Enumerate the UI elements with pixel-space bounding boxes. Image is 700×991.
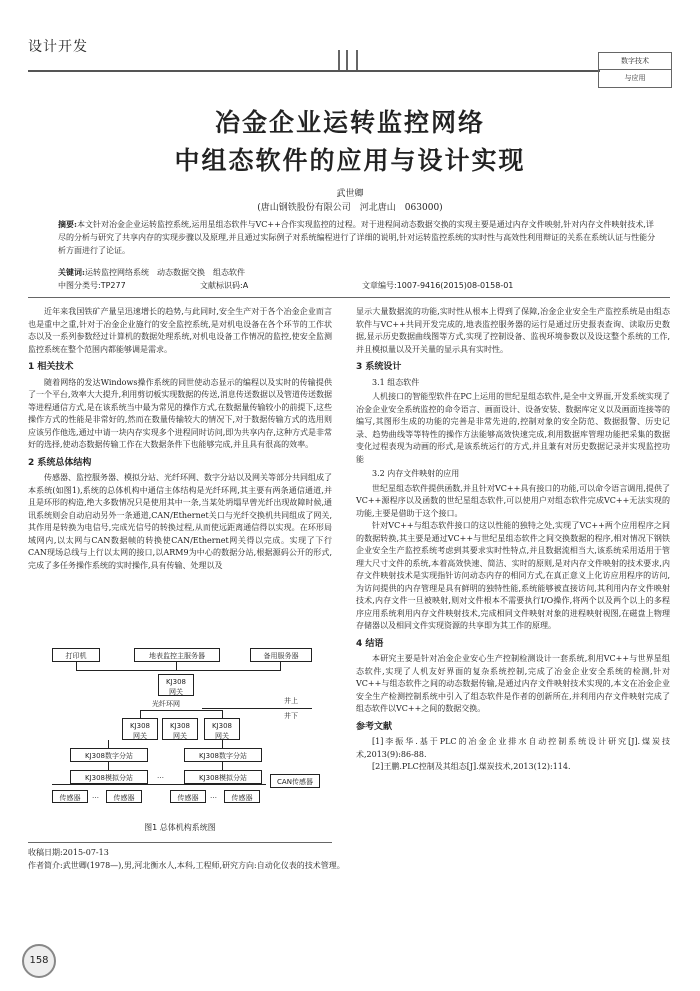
gateway-mid-box: [162, 718, 198, 740]
received-date: 收稿日期:2015-07-13: [28, 848, 109, 857]
gateway-left-line1: KJ308: [129, 722, 150, 730]
keywords: [58, 266, 656, 279]
analog-station-b-box: KJ308模拟分站: [184, 770, 262, 784]
section-3-2-para-1: 世纪星组态软件提供函数,并且针对VC++具有接口的功能,可以命令语言调用,提供了VC++源程序以及函数的世纪星组态软件,可以使用户对组态软件完成VC++无法实现的功能,主要是借助于这个接口。: [356, 483, 670, 518]
reference-2: [2]王鹏.PLC控制及其组态[J].煤炭技术,2013(12):114.: [372, 762, 571, 771]
gateway-left-line2: 网关: [133, 732, 147, 740]
clc-number: 中图分类号:TP277: [58, 281, 126, 290]
page-number: 158: [22, 944, 56, 978]
author-bio: 作者简介:武世卿(1978—),男,河北衡水人,本科,工程师,研究方向:自动化仪表的技术管理。: [28, 861, 345, 870]
printer-box: 打印机: [52, 648, 100, 662]
title-line-2: 中组态软件的应用与设计实现: [174, 146, 526, 175]
gateway-right-line2: 网关: [215, 732, 229, 740]
section-3-2-heading: 3.2 内存文件映射的应用: [372, 469, 460, 478]
author-name: 武世卿: [336, 189, 364, 199]
gateway-right-box: [204, 718, 240, 740]
section-4-text: 本研究主要是针对冶金企业安心生产控制检测设计一套系统,利用VC++与世界星组态软件,实现了人机友好界面的复杂系统控制,完成了冶金企业安全系统的检测,针对VC++与组态软件之间的动态数据传输,是通过内存文件映射技术实现的,本文在冶金企业安全生产检测控制系统中引入了组态软件是作者的创新所在,并利用内存文件映射完成了组态软件以VC++之间的数据交换。: [356, 654, 670, 713]
backup-server-box: 备用服务器: [250, 648, 312, 662]
footer-rule: [28, 842, 332, 843]
journal-badge: [598, 52, 672, 88]
article-number: 文章编号:1007-9416(2015)08-0158-01: [362, 281, 514, 290]
analog-station-a-box: KJ308模拟分站: [70, 770, 148, 784]
figure-ellipsis-2: …: [92, 792, 99, 800]
intro-paragraph: 近年来我国铁矿产量呈迅速增长的趋势,与此同时,安全生产对于各个冶金企业而言也是重中之重,针对于冶金企业施行的安全监控系统,是对机电设备在各个环节的工作状态以及一系列参数经过计算机的数据处理系统,对机电设备工作情况的监控,使安全监测监控系统在整个范围内都能够调是需求。: [28, 307, 332, 354]
right-column: [356, 306, 670, 774]
abstract: [58, 218, 656, 257]
sensor-box-1: 传感器: [52, 790, 88, 803]
header-rule: [28, 70, 600, 72]
surface-server-box: 地表监控主服务器: [134, 648, 220, 662]
section-3-2-para-2: 针对VC++与组态软件接口的这以性能的独特之处,实现了VC++两个应用程序之间的数据转换,其主要是通过VC++与世纪星组态软件之间交换数据的程序,相对情况下钢铁企业安全生产监控系统考虑到其要求实时性特点,并且数据流相当大,该系统采用适用于管理大尺寸文件的系统,本着高效快速、简洁、实时的原则,是对内存文件映射的技术要求,内存文件映射技术是实现指针访问动态内存的相同方式,在真正意义上化访应用程序的访问,为访问提供的内存管理是具有鲜明的独特性能,系统能够被直接访问,其利用内存文件映射技术,内存文件一旦被映射,则对文件根本不需要执行I/O操作,将两个以及两个以上的多程序应用系统利用内存文件映射技术,完成相同文件映射对象的进程映射视图,在磁盘上物理存储器以及相同文件实现资源的共享即为其工作的原理。: [356, 521, 670, 630]
digital-station-b-box: KJ308数字分站: [184, 748, 262, 762]
gateway-left-box: [122, 718, 158, 740]
section-3-1-text: 人机接口的智能型软件在PC上运用的世纪星组态软件,是全中文界面,开发系统实现了冶金企业安全系统监控的命令语言、画面设计、设备安装、数据库定义以及画面连接等的编写,其图形生成的功能的完善是非常先进的,控制对象的安全防范、数据报警、历史记录、趋势曲线等等特性的操作方法能够高效快速完成,利用数据库管理功能把采集的数据变化过程表现为动画的形式,是该系统运行的方式,并且兼有对历史数据记录并实现监控功能: [356, 392, 670, 464]
header-divider-bars: [338, 50, 366, 72]
section-1-text: 随着网络的发达Windows操作系统的同世使动态显示的编程以及实时的传输提供了一个平台,效率大大提升,利用剪切板实现数据的传送,消息传送数据以及管道传送数据等进程通信方式,是在该系统当中最为常见的操作方式,在数据量传输较小的前提下,这些操作方式的性能是非常好的,然而在数量传输较大的情况下,对于数据传输方式的选用则应该另作他选,通过中请一块内存实现多个进程同时访问,即为共享内存,这种方式是非常好的选择,使动态数据传输工作在大数据条件下也能够完成,并且具有很高的效率。: [28, 377, 332, 449]
keywords-label: 关键词:: [58, 267, 85, 277]
can-sensor-box: CAN传感器: [270, 774, 320, 788]
abstract-text: 本文针对冶金企业运转监控系统,运用星组态软件与VC++合作实现监控的过程。对于进程间动态数据交换的实现主要是通过内存文件映射,针对内存文件映射技术,详尽的分析与研究了共享内存的实现步骤以及原理,并且通过实际例子对系统编程进行了详细的说明,针对运转监控系统的实时性与高效性利用辩证的关系在系统认证与性能分析方面进行了论证。: [58, 220, 656, 255]
title-line-1: 冶金企业运转监控网络: [214, 108, 485, 137]
sensor-box-2: 传感器: [106, 790, 142, 803]
section-title: 设计开发: [28, 39, 88, 55]
keywords-text: 运转监控网络系统 动态数据交换 组态软件: [84, 268, 245, 277]
abstract-label: 摘要:: [58, 219, 77, 229]
figure-ellipsis-1: …: [157, 772, 164, 780]
badge-top: 数字技术: [599, 53, 671, 70]
references-heading: 参考文献: [356, 721, 393, 732]
gateway-mid-line2: 网关: [173, 732, 187, 740]
section-4-heading: 4 结语: [356, 638, 384, 649]
document-code: 文献标识码:A: [200, 281, 249, 290]
figure-1: [52, 648, 324, 806]
figure-ellipsis-3: …: [210, 792, 217, 800]
label-down: 井下: [284, 712, 298, 720]
gateway-mid-line1: KJ308: [169, 722, 190, 730]
section-3-1-heading: 3.1 组态软件: [372, 377, 420, 387]
sensor-box-4: 传感器: [224, 790, 260, 803]
section-3-heading: 3 系统设计: [356, 362, 402, 372]
author-affiliation: (唐山钢铁股份有限公司 河北唐山 063000): [257, 203, 443, 213]
abstract-rule: [28, 297, 670, 298]
fiber-ring-label: 光纤环网: [152, 700, 180, 708]
reference-1: [1]李振华.基于PLC的冶金企业排水自动控制系统设计研究[J].煤炭技术,2013(9):86-88.: [356, 737, 670, 759]
section-1-heading: 1 相关技术: [28, 362, 74, 372]
gateway-top-line1: KJ308: [165, 678, 186, 686]
badge-bottom: 与应用: [624, 74, 646, 82]
section-2-heading: 2 系统总体结构: [28, 457, 92, 468]
sensor-box-3: 传感器: [170, 790, 206, 803]
gateway-top-box: [158, 674, 194, 696]
section-2-text: 传感器、监控服务器、模拟分站、光纤环网、数字分站以及网关等部分共同组成了本系统(如图1),系统的总体机构中通信主体结构是光纤环网,其主要有两条通信通道,并且是环形的构造,绝大多数情况只是使用其中一条,当某处坍塌早曾光纤出现故障时候,通讯系统则会自动启动另外一条通道,CAN/Ethernet关口与光纤交换机共同组成了网关,其作用是转换为电信号,完成光信号的转换过程,从而使远距离通信得以实现。在环形局域网内,以太网与CAN数据帧的转换使CAN/Ethernet网关得以完成。实现了下行CAN现场总线与上行以太网的接口,以ARM9为中心的数据分站,根据源码公开的形式,完成了多任务操作系统的实时操作,具有传输、处理以及: [28, 473, 332, 570]
left-column: [28, 306, 332, 572]
continued-paragraph: 显示大量数据流的功能,实时性从根本上得到了保障,冶金企业安全生产监控系统是由组态软件与VC++共同开发完成的,地表监控服务器的运行是通过历史报表查询、读取历史数据,显示历史数据曲线图等方式,实现了控制设备、监视环境参数以及设这整个系统的工作,并且模拟量以及开关量的显示具有实时性。: [356, 307, 670, 354]
digital-station-a-box: KJ308数字分站: [70, 748, 148, 762]
gateway-right-line1: KJ308: [211, 722, 232, 730]
gateway-top-line2: 网关: [169, 688, 183, 696]
label-up: 井上: [284, 697, 298, 705]
figure-caption: 图1 总体机构系统图: [144, 823, 216, 832]
